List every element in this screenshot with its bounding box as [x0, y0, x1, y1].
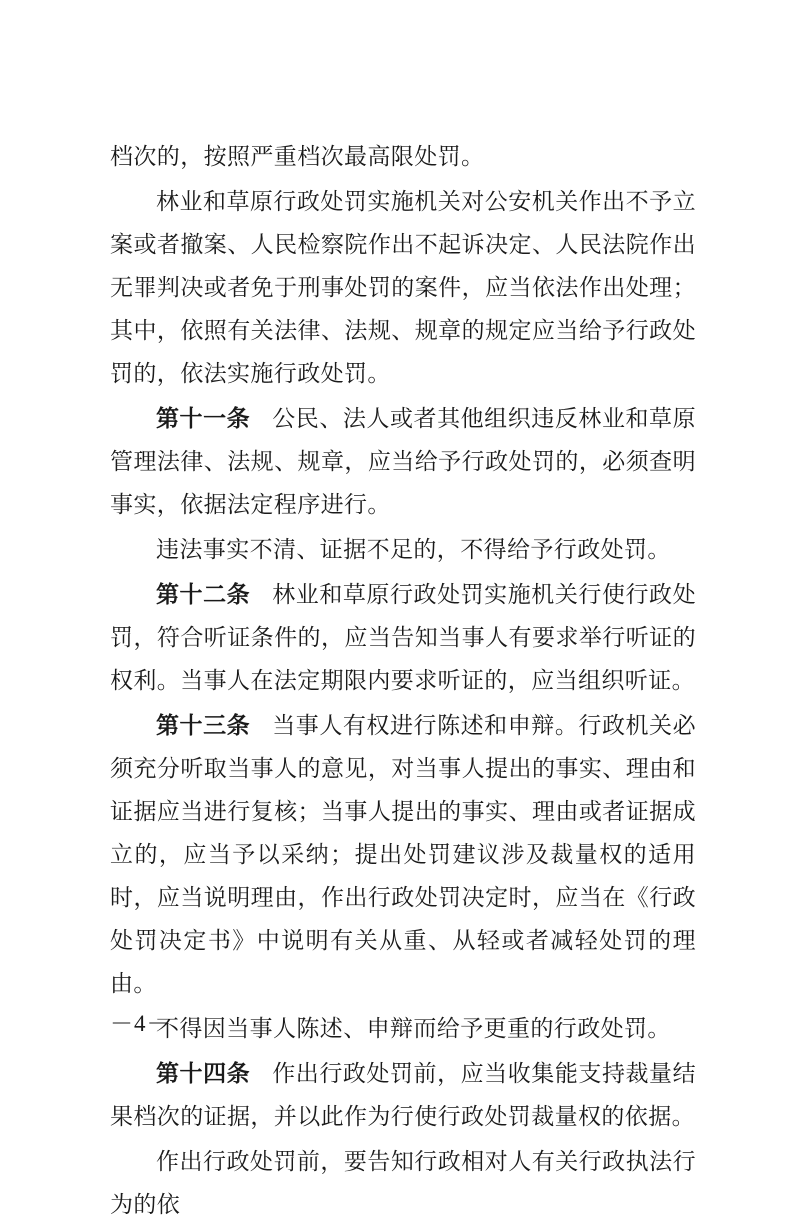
paragraph-2 [110, 181, 696, 396]
article-13 [110, 705, 696, 1006]
article-11 [110, 398, 696, 527]
article-number: 第十四条 [156, 1061, 251, 1087]
article-14 [110, 1053, 696, 1139]
paragraph-text: 作出行政处罚前，要告知行政相对人有关行政执法行为的依 [110, 1149, 696, 1218]
paragraph-7 [110, 1008, 696, 1051]
document-body [110, 136, 696, 1229]
page-number: －4－ [110, 1011, 171, 1036]
paragraph-text: 违法事实不清、证据不足的，不得给予行政处罚。 [156, 537, 671, 563]
paragraph-4 [110, 529, 696, 572]
paragraph-text: 作出行政处罚前，应当收集能支持裁量结果档次的证据，并以此作为行使行政处罚裁量权的依据。 [110, 1061, 696, 1130]
article-12 [110, 574, 696, 703]
paragraph-text: 林业和草原行政处罚实施机关行使行政处罚，符合听证条件的，应当告知当事人有要求举行听证的权利。当事人在法定期限内要求听证的，应当组织听证。 [110, 582, 696, 694]
article-number: 第十三条 [156, 713, 251, 739]
paragraph-9 [110, 1141, 696, 1227]
paragraph-text: 不得因当事人陈述、申辩而给予更重的行政处罚。 [156, 1016, 671, 1042]
paragraph-1 [110, 136, 696, 179]
paragraph-text: 当事人有权进行陈述和申辩。行政机关必须充分听取当事人的意见，对当事人提出的事实、理由和证据应当进行复核；当事人提出的事实、理由或者证据成立的，应当予以采纳；提出处罚建议涉及裁量权的适用时，应当说明理由，作出行政处罚决定时，应当在《行政处罚决定书》中说明有关从重、从轻或者减轻处罚的理由。 [110, 713, 696, 997]
paragraph-text: 公民、法人或者其他组织违反林业和草原管理法律、法规、规章，应当给予行政处罚的，必须查明事实，依据法定程序进行。 [110, 406, 696, 518]
paragraph-text: 林业和草原行政处罚实施机关对公安机关作出不予立案或者撤案、人民检察院作出不起诉决定、人民法院作出无罪判决或者免于刑事处罚的案件，应当依法作出处理；其中，依照有关法律、法规、规章的规定应当给予行政处罚的，依法实施行政处罚。 [110, 189, 696, 387]
article-number: 第十二条 [156, 582, 251, 608]
paragraph-text: 档次的，按照严重档次最高限处罚。 [110, 144, 485, 170]
article-number: 第十一条 [156, 406, 251, 432]
